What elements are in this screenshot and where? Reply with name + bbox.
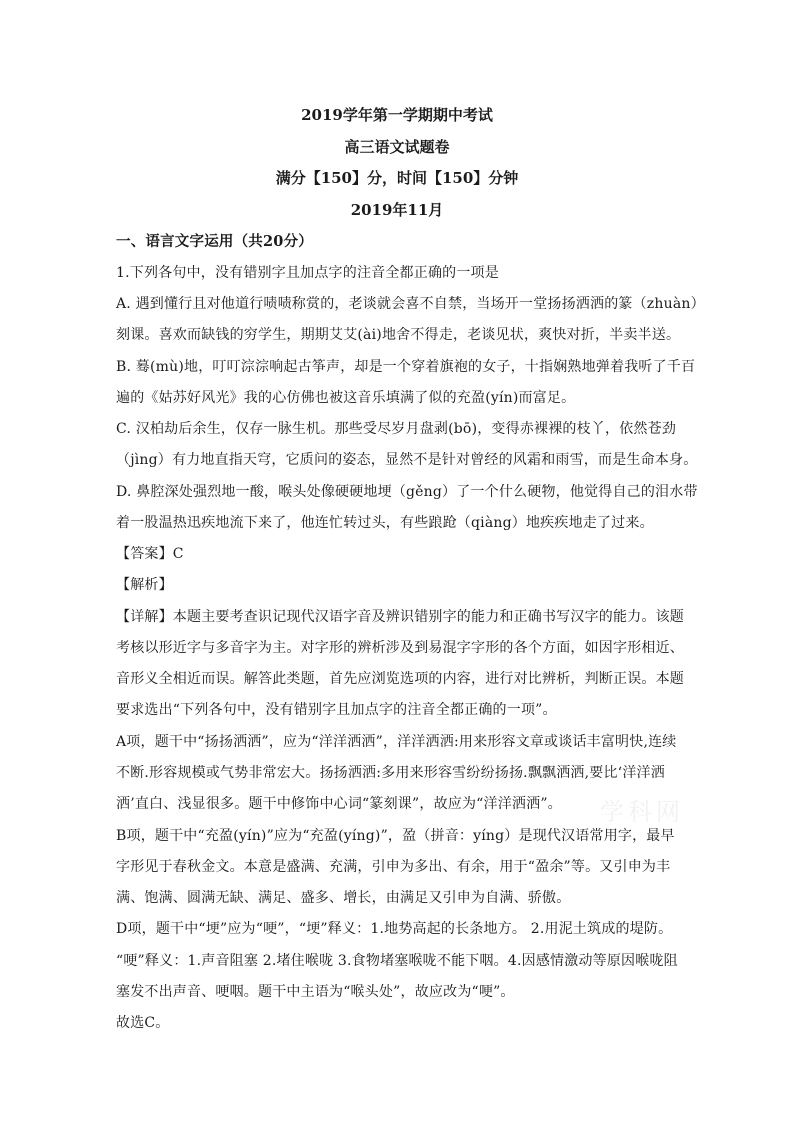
analysis-a-line-2: 不断.形容规模或气势非常宏大。扬扬洒洒:多用来形容雪纷纷扬扬.飘飘洒洒,要比‘洋洋洒 xyxy=(116,765,665,781)
option-a-line-2: 刻课。喜欢而缺钱的穷学生，期期艾艾(ài)地舍不得走，老谈见状，爽快对折，半卖半送。 xyxy=(116,327,681,343)
answer-label: 【答案】C xyxy=(116,546,184,562)
exam-title: 2019学年第一学期期中考试 xyxy=(301,106,493,124)
analysis-label: 【解析】 xyxy=(116,577,173,593)
conclusion: 故选C。 xyxy=(116,1015,170,1031)
analysis-d-line-1: D项，题干中“埂”应为“哽”，“埂”释义：1.地势高起的长条地方。 2.用泥土筑成的堤防。 xyxy=(116,921,673,937)
analysis-detail-line-1: 【详解】本题主要考查识记现代汉语字音及辨识错别字的能力和正确书写汉字的能力。该题 xyxy=(116,609,684,625)
section-heading: 一、语言文字运用（共20分） xyxy=(116,233,313,250)
option-b-line-1: B. 蓦(mù)地，叮叮淙淙响起古筝声，却是一个穿着旗袍的女子，十指娴熟地弹着我听了千百 xyxy=(116,359,696,375)
analysis-detail-line-4: 要求选出“下列各句中，没有错别字且加点字的注音全都正确的一项”。 xyxy=(116,702,557,718)
score-time-info: 满分【150】分，时间【150】分钟 xyxy=(275,169,519,187)
analysis-d-line-3: 塞发不出声音、哽咽。题干中主语为“喉头处”，故应改为“哽”。 xyxy=(116,984,515,1000)
option-b-line-2: 遍的《姑苏好风光》我的心仿佛也被这音乐填满了似的充盈(yín)而富足。 xyxy=(116,390,576,406)
analysis-a-line-3: 洒’直白、浅显很多。题干中修饰中心词“篆刻课”，故应为“洋洋洒洒”。 xyxy=(116,796,562,812)
analysis-b-line-1: B项，题干中“充盈(yín)”应为“充盈(yíng)”，盈（拼音：yíng）是现代汉语常用字，最早 xyxy=(116,828,675,844)
analysis-d-line-2: “哽”释义：1.声音阻塞 2.堵住喉咙 3.食物堵塞喉咙不能下咽。4.因感情激动等原因喉咙阻 xyxy=(116,953,678,969)
option-c-line-1: C. 汉柏劫后余生，仅存一脉生机。那些受尽岁月盘剥(bō)，变得赤裸裸的枝丫，依然苍劲 xyxy=(116,421,677,437)
analysis-a-line-1: A项，题干中“扬扬洒洒”，应为“洋洋洒洒”，洋洋洒洒:用来形容文章或谈话丰富明快,连续 xyxy=(116,734,677,750)
analysis-detail-line-3: 音形义全相近而误。解答此类题，首先应浏览选项的内容，进行对比辨析，判断正误。本题 xyxy=(116,671,684,687)
option-a-line-1: A. 遇到懂行且对他道行啧啧称赏的，老谈就会喜不自禁，当场开一堂扬扬洒洒的篆（zhuàn） xyxy=(116,296,705,312)
exam-date: 2019年11月 xyxy=(350,201,444,219)
analysis-b-line-2: 字形见于春秋金文。本意是盛满、充满，引申为多出、有余，用于“盈余”等。又引申为丰 xyxy=(116,859,671,875)
watermark: 学科网 xyxy=(600,798,684,826)
analysis-b-line-3: 满、饱满、圆满无缺、满足、盛多、增长，由满足又引申为自满、骄傲。 xyxy=(116,890,571,906)
question-stem: 1.下列各句中，没有错别字且加点字的注音全都正确的一项是 xyxy=(116,265,499,281)
analysis-detail-line-2: 考核以形近字与多音字为主。对字形的辨析涉及到易混字字形的各个方面，如因字形相近、 xyxy=(116,640,684,656)
exam-subtitle: 高三语文试题卷 xyxy=(344,138,450,156)
option-c-line-2: （jìng）有力地直指天穹，它质问的姿态，显然不是针对曾经的风霜和雨雪，而是生命本身。 xyxy=(116,452,698,468)
option-d-line-1: D. 鼻腔深处强烈地一酸，喉头处像硬硬地埂（gěng）了一个什么硬物，他觉得自己的泪水带 xyxy=(116,484,698,500)
option-d-line-2: 着一股温热迅疾地流下来了，他连忙转过头，有些踉跄（qiàng）地疾疾地走了过来。 xyxy=(116,515,654,531)
